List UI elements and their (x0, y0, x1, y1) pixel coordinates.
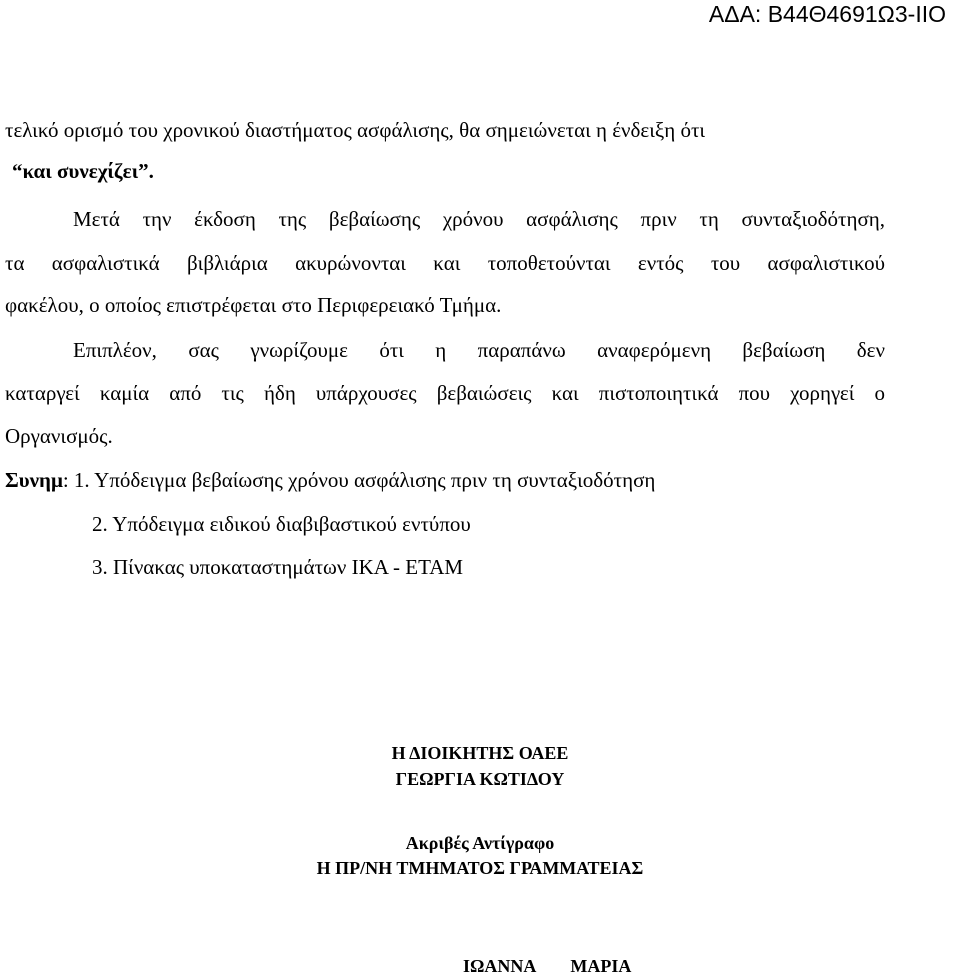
attachments-line-1 (5, 467, 655, 493)
ada-identifier: ΑΔΑ: Β44Θ4691Ω3-ΙΙΟ (708, 1, 946, 27)
signatory-name: ΓΕΩΡΓΙΑ ΚΩΤΙΔΟΥ (395, 769, 565, 789)
attachments-label: Συνημ (5, 468, 63, 492)
attachment-2: 2. Υπόδειγμα ειδικού διαβιβαστικού εντύπου (92, 512, 471, 536)
certified-copy-role: Η ΠΡ/ΝΗ ΤΜΗΜΑΤΟΣ ΓΡΑΜΜΑΤΕΙΑΣ (316, 858, 644, 878)
certified-copy-label: Ακριβές Αντίγραφο (405, 833, 555, 853)
certifier-name (463, 955, 631, 977)
paragraph-2-line-1: Μετά την έκδοση της βεβαίωσης χρόνου ασφάλισης πριν τη συνταξιοδότηση, (73, 207, 885, 231)
paragraph-2-line-2: τα ασφαλιστικά βιβλιάρια ακυρώνονται και τοποθετούνται εντός του ασφαλιστικού (5, 251, 885, 275)
attachment-3: 3. Πίνακας υποκαταστημάτων ΙΚΑ - ΕΤΑΜ (92, 555, 464, 579)
certifier-first-name: ΙΩΑΝΝΑ (463, 956, 537, 976)
paragraph-3-line-2: καταργεί καμία από τις ήδη υπάρχουσες βεβαιώσεις και πιστοποιητικά που χορηγεί ο (5, 381, 885, 405)
attachment-1: : 1. Υπόδειγμα βεβαίωσης χρόνου ασφάλισης πριν τη συνταξιοδότηση (62, 468, 656, 492)
paragraph-2-line-3: φακέλου, ο οποίος επιστρέφεται στο Περιφερειακό Τμήμα. (5, 293, 502, 317)
signatory-role: Η ΔΙΟΙΚΗΤΗΣ ΟΑΕΕ (391, 743, 569, 763)
body-line-1: τελικό ορισμό του χρονικού διαστήματος ασφάλισης, θα σημειώνεται η ένδειξη ότι (5, 118, 706, 142)
continues-note (12, 158, 154, 184)
continues-text: “και συνεχίζει”. (12, 159, 154, 183)
paragraph-3-line-1: Επιπλέον, σας γνωρίζουμε ότι η παραπάνω αναφερόμενη βεβαίωση δεν (73, 338, 885, 362)
paragraph-3-line-3: Οργανισμός. (5, 424, 113, 448)
certifier-last-name: ΜΑΡΙΑ (570, 956, 632, 976)
